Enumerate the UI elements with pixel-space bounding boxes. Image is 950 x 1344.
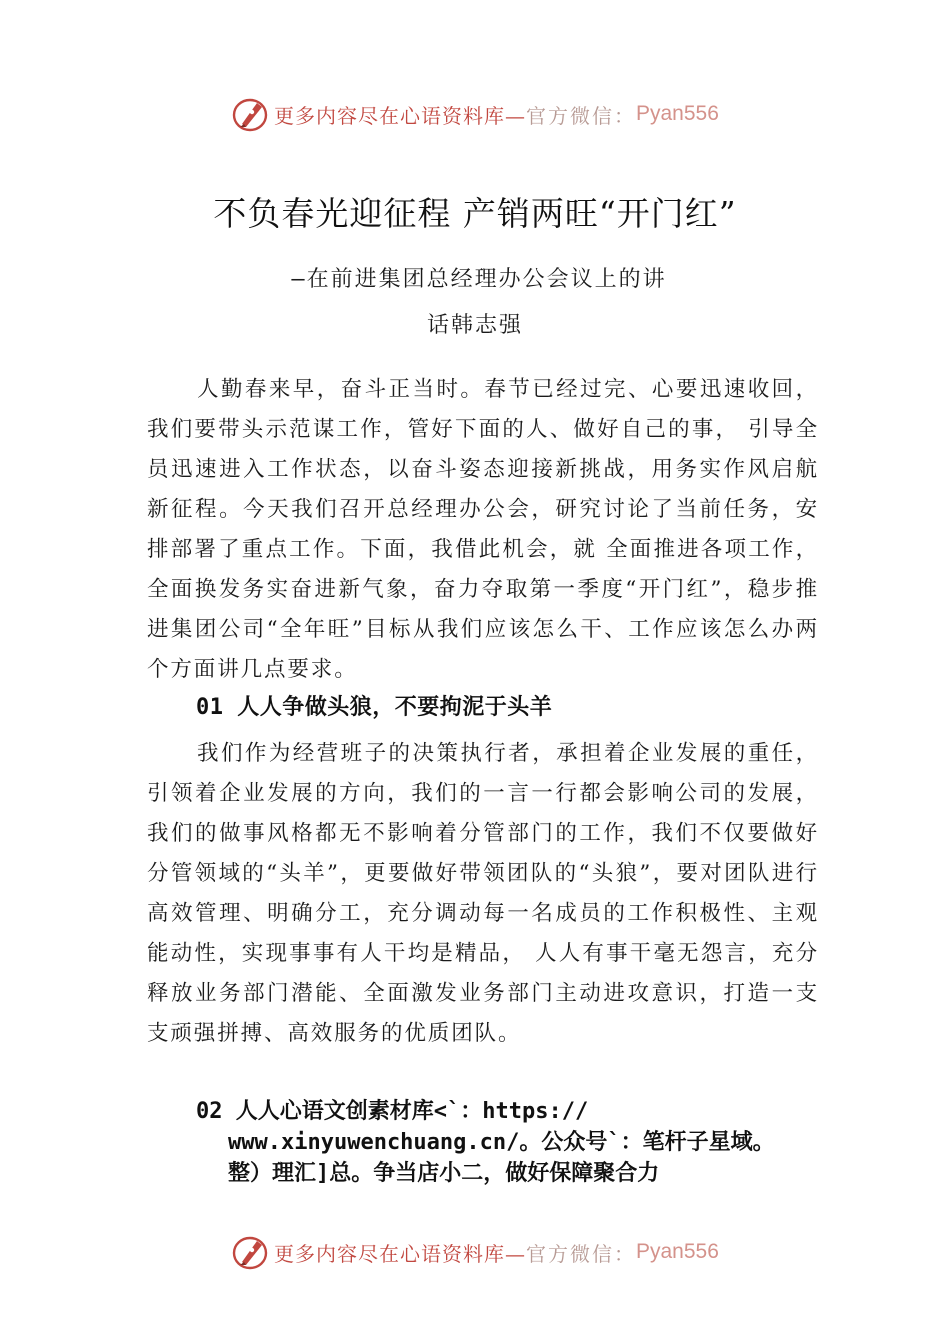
section-heading-02 — [196, 1096, 816, 1189]
paragraph-section-01: 我们作为经营班子的决策执行者，承担着企业发展的重任，引领着企业发展的方向，我们的一言一行都会影响公司的发展，我们的做事风格都无不影响着分管部门的工作，我们不仅要做好分管领域的“头羊”，更要做好带领团队的“头狼”，要对团队进行高效管理、明确分工，充分调动每一名成员的工作积极性、主观能动性，实现事事有人干均是精品， 人人有事干毫无怨言，充分释放业务部门潜能、全面激发业务部门主动进攻意识，打造一支支顽强拼搏、高效服务的优质团队。 — [147, 741, 819, 1046]
document-subtitle-line2: 话韩志强 — [426, 313, 523, 338]
document-subtitle-line1: —在前进集团总经理办公会议上的讲 — [291, 267, 667, 292]
banner-text: 更多内容尽在心语资料库— — [274, 103, 526, 128]
section-heading-01: 01 人人争做头狼，不要拘泥于头羊 — [196, 695, 553, 720]
footer-banner[interactable] — [230, 1232, 719, 1272]
section-heading-02-line3: 整）理汇]总。争当店小二，做好保障聚合力 — [228, 1161, 660, 1186]
wechat-id: Pyan556 — [636, 102, 719, 125]
document-title: 不负春光迎征程 产销两旺“开门红” — [213, 194, 737, 233]
banner-text: 更多内容尽在心语资料库— — [274, 1241, 526, 1266]
section-heading-02-line2: www.xinyuwenchuang.cn/。公众号`：笔杆子星域。 — [228, 1130, 775, 1155]
wechat-id: Pyan556 — [636, 1240, 719, 1263]
section-heading-02-line1: 02 人人心语文创素材库<`：https:// — [196, 1099, 589, 1124]
wechat-label: 官方微信： — [526, 103, 636, 128]
pen-nib-icon — [230, 94, 270, 134]
paragraph-intro: 人勤春来早，奋斗正当时。春节已经过完、心要迅速收回，我们要带头示范谋工作，管好下面的人、做好自己的事， 引导全员迅速进入工作状态，以奋斗姿态迎接新挑战，用务实作风启航新征程。今天我们召开总经理办公会，研究讨论了当前任务，安排部署了重点工作。下面，我借此机会，就 全面推进各项工作，全面换发务实奋进新气象，奋力夺取第一季度“开门红”，稳步推进集团公司“全年旺”目标从我们应该怎么干、工作应该怎么办两个方面讲几点要求。 — [147, 377, 819, 682]
wechat-label: 官方微信： — [526, 1241, 636, 1266]
header-banner[interactable] — [230, 94, 719, 134]
pen-nib-icon — [230, 1232, 270, 1272]
